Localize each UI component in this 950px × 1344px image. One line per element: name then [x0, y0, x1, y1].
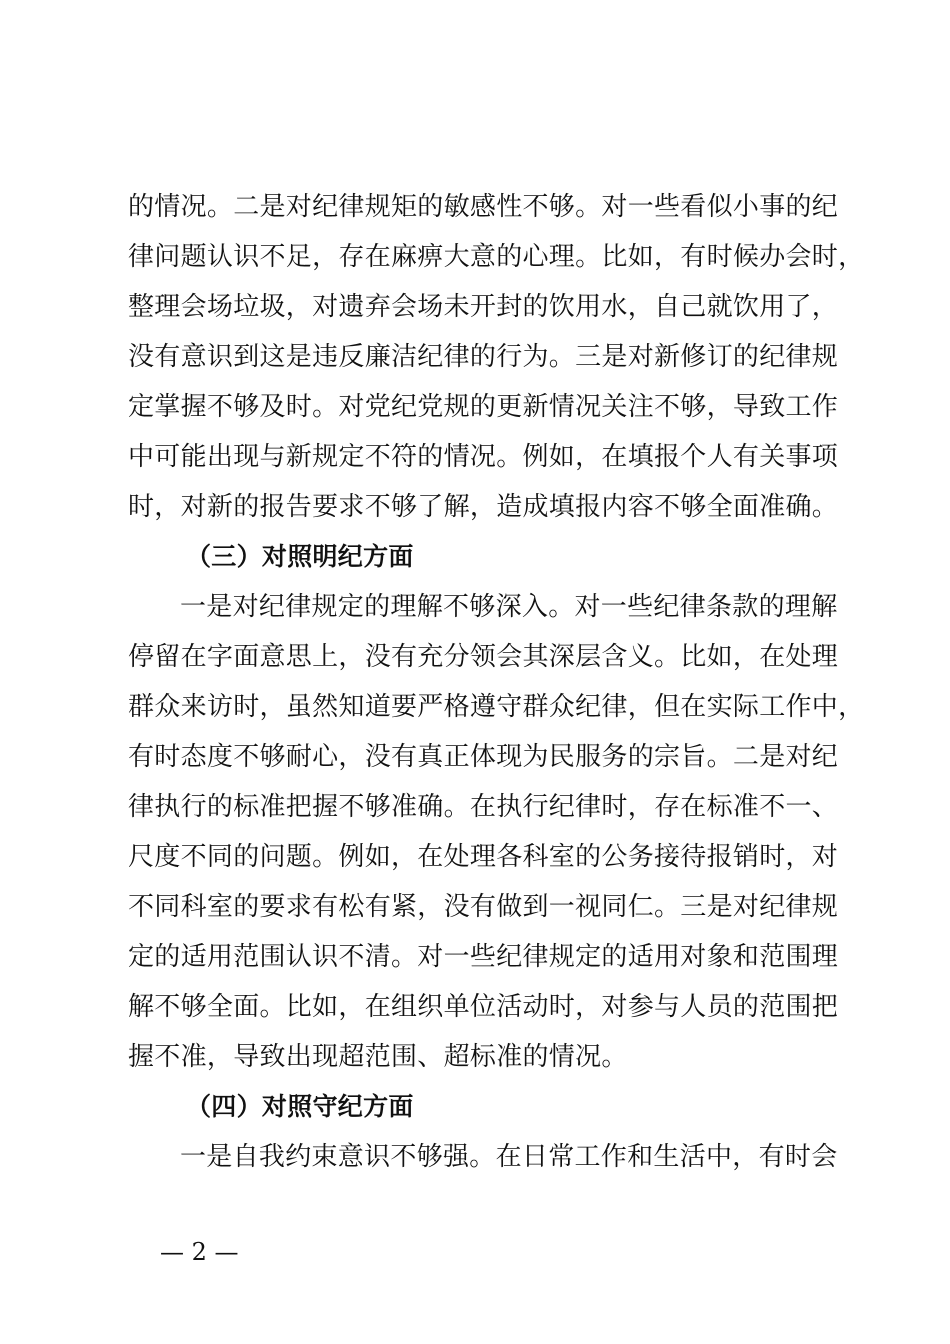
- paragraph-line: 律问题认识不足，存在麻痹大意的心理。比如，有时候办会时，: [128, 242, 865, 272]
- paragraph-line: 没有意识到这是违反廉洁纪律的行为。三是对新修订的纪律规: [128, 342, 839, 372]
- paragraph-line: 中可能出现与新规定不符的情况。例如，在填报个人有关事项: [128, 442, 839, 472]
- paragraph-line: 有时态度不够耐心，没有真正体现为民服务的宗旨。二是对纪: [128, 742, 839, 772]
- paragraph-line: 整理会场垃圾，对遗弃会场未开封的饮用水，自己就饮用了，: [128, 292, 839, 322]
- paragraph-line: 的情况。二是对纪律规矩的敏感性不够。对一些看似小事的纪: [128, 192, 839, 222]
- paragraph-line: 停留在字面意思上，没有充分领会其深层含义。比如，在处理: [128, 642, 839, 672]
- section-heading-3: （三）对照明纪方面: [186, 542, 414, 571]
- document-body: [128, 182, 865, 1182]
- paragraph-line: 律执行的标准把握不够准确。在执行纪律时，存在标准不一、: [128, 792, 839, 822]
- page-number: — 2 —: [160, 1238, 239, 1266]
- paragraph-line: 定的适用范围认识不清。对一些纪律规定的适用对象和范围理: [128, 942, 839, 972]
- paragraph-line: 一是自我约束意识不够强。在日常工作和生活中，有时会: [180, 1142, 838, 1172]
- paragraph-line: 解不够全面。比如，在组织单位活动时，对参与人员的范围把: [128, 992, 839, 1022]
- paragraph-line: 握不准，导致出现超范围、超标准的情况。: [128, 1042, 628, 1072]
- paragraph-line: 群众来访时，虽然知道要严格遵守群众纪律，但在实际工作中，: [128, 692, 865, 722]
- paragraph-line: 定掌握不够及时。对党纪党规的更新情况关注不够，导致工作: [128, 392, 839, 422]
- section-heading-4: （四）对照守纪方面: [186, 1092, 414, 1121]
- paragraph-line: 一是对纪律规定的理解不够深入。对一些纪律条款的理解: [180, 592, 838, 622]
- paragraph-line: 尺度不同的问题。例如，在处理各科室的公务接待报销时，对: [128, 842, 839, 872]
- paragraph-line: 不同科室的要求有松有紧，没有做到一视同仁。三是对纪律规: [128, 892, 839, 922]
- paragraph-line: 时，对新的报告要求不够了解，造成填报内容不够全面准确。: [128, 492, 839, 522]
